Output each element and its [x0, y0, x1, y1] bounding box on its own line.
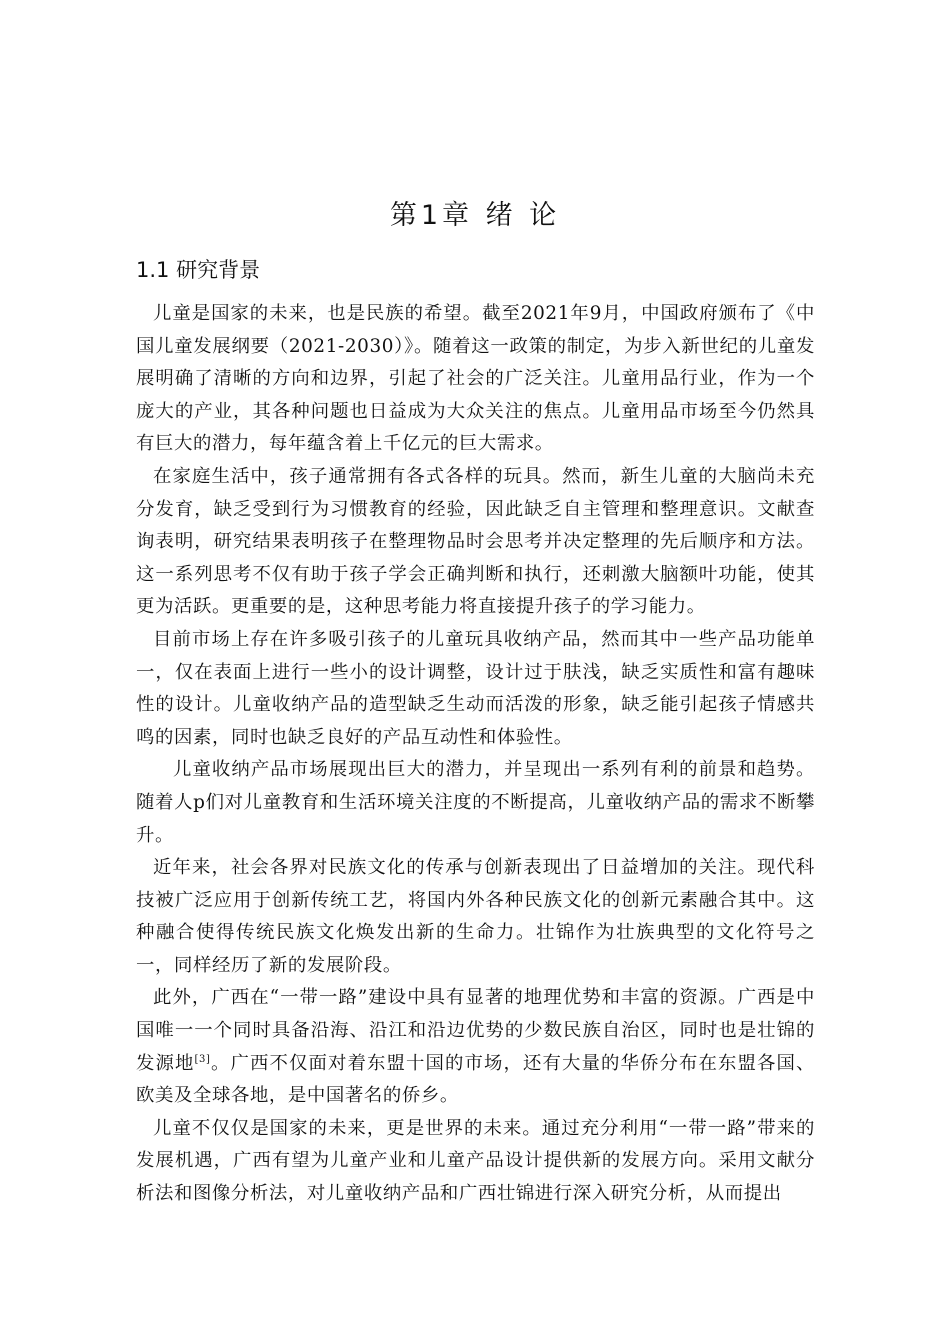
paragraph-belt-and-road: 儿童不仅仅是国家的未来，更是世界的未来。通过充分利用“一带一路”带来的发展机遇，广西有望为儿童产业和儿童产品设计提供新的发展方向。采用文献分析法和图像分析法，对儿童收纳产品和广西壮锦进行深入研究分析，从而提出	[136, 1117, 815, 1205]
paragraph-children-future: 儿童是国家的未来，也是民族的希望。截至2021年9月，中国政府颁布了《中国儿童发展纲要（2021-2030）》。随着这一政策的制定，为步入新世纪的儿童发展明确了清晰的方向和边界，引起了社会的广泛关注。儿童用品行业，作为一个庞大的产业，其各种问题也日益成为大众关注的焦点。儿童用品市场至今仍然具有巨大的潜力，每年蕴含着上千亿元的巨大需求。	[136, 303, 815, 455]
paragraph-market-products: 目前市场上存在许多吸引孩子的儿童玩具收纳产品，然而其中一些产品功能单一，仅在表面上进行一些小的设计调整，设计过于肤浅，缺乏实质性和富有趣味性的设计。儿童收纳产品的造型缺乏生动而活泼的形象，缺乏能引起孩子情感共鸣的因素，同时也缺乏良好的产品互动性和体验性。	[136, 628, 815, 748]
paragraph-ethnic-culture: 近年来，社会各界对民族文化的传承与创新表现出了日益增加的关注。现代科技被广泛应用于创新传统工艺，将国内外各种民族文化的创新元素融合其中。这种融合使得传统民族文化焕发出新的生命力。壮锦作为壮族典型的文化符号之一，同样经历了新的发展阶段。	[136, 857, 815, 976]
paragraph-guangxi-text-before: 此外，广西在“一带一路”建设中具有显著的地理优势和丰富的资源。广西是中国唯一一个同时具备沿海、沿江和沿边优势的少数民族自治区，同时也是壮锦的发源地	[136, 987, 815, 1074]
section-title: 1.1 研究背景	[136, 258, 261, 282]
paragraph-guangxi	[136, 982, 815, 1112]
paragraph-family-life: 在家庭生活中，孩子通常拥有各式各样的玩具。然而，新生儿童的大脑尚未充分发育，缺乏受到行为习惯教育的经验，因此缺乏自主管理和整理意识。文献查询表明，研究结果表明孩子在整理物品时会思考并决定整理的先后顺序和方法。这一系列思考不仅有助于孩子学会正确判断和执行，还刺激大脑额叶功能，使其更为活跃。更重要的是，这种思考能力将直接提升孩子的学习能力。	[136, 465, 815, 618]
paragraph-guangxi-text-after: 。广西不仅面对着东盟十国的市场，还有大量的华侨分布在东盟各国、欧美及全球各地，是中国著名的侨乡。	[136, 1052, 815, 1107]
citation-reference[interactable]: [3]	[194, 1053, 211, 1065]
paragraph-market-potential: 儿童收纳产品市场展现出巨大的潜力，并呈现出一系列有利的前景和趋势。随着人p们对儿童教育和生活环境关注度的不断提高，儿童收纳产品的需求不断攀升。	[136, 759, 815, 846]
chapter-title: 第1章 绪 论	[389, 200, 561, 231]
body-text	[136, 298, 815, 1211]
